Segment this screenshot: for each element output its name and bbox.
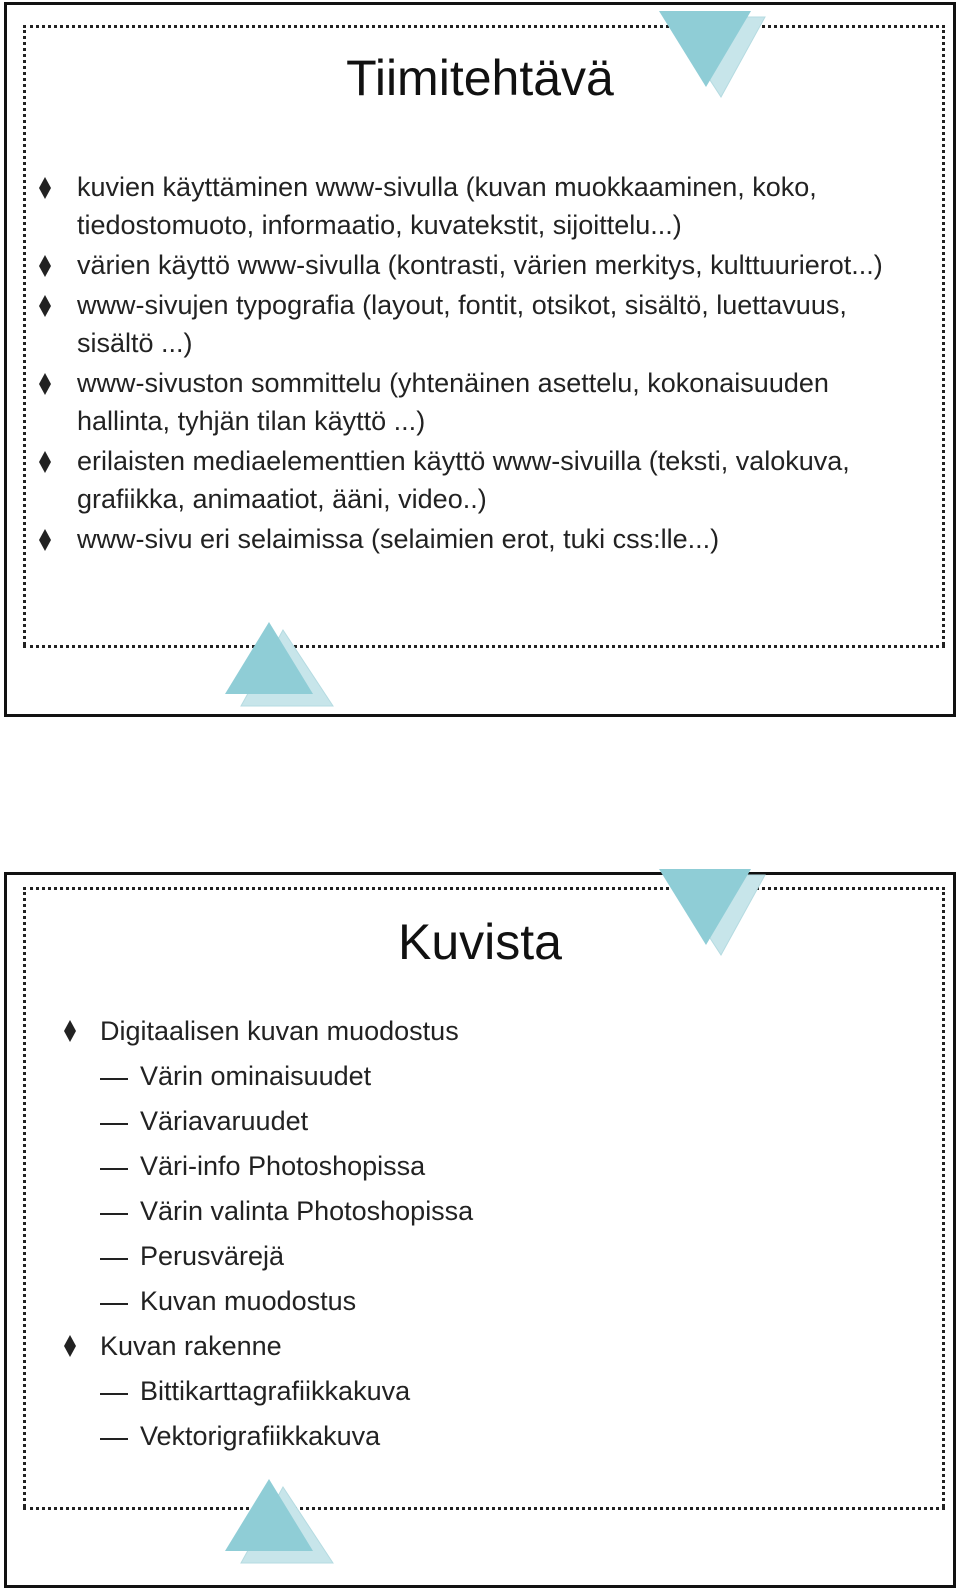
list-item (62, 1009, 862, 1324)
dotted-bottom-border (23, 1507, 945, 1510)
list-item-text: Digitaalisen kuvan muodostus (100, 1016, 459, 1046)
triangle-up-icon (225, 1479, 340, 1569)
diamond-bullet-icon (39, 373, 51, 395)
diamond-bullet-icon (39, 451, 51, 473)
list-item-text: erilaisten mediaelementtien käyttö www-sivuilla (teksti, valokuva, grafiikka, animaatiot, ääni, video..) (77, 446, 850, 514)
diamond-bullet-icon (64, 1020, 76, 1042)
diamond-bullet-icon (39, 295, 51, 317)
list-item (37, 364, 917, 440)
list-item (37, 442, 917, 518)
list-item-text: www-sivu eri selaimissa (selaimien erot, tuki css:lle...) (77, 524, 720, 554)
list-item (37, 168, 917, 244)
sub-list-item: Väriavaruudet (100, 1099, 862, 1144)
sub-list-item: Värin valinta Photoshopissa (100, 1189, 862, 1234)
slide-kuvista (4, 872, 956, 1588)
list-item (37, 520, 917, 558)
diamond-bullet-icon (39, 529, 51, 551)
sub-list-item: Värin ominaisuudet (100, 1054, 862, 1099)
sub-list (100, 1054, 862, 1324)
triangle-up-icon (225, 622, 340, 712)
list-item-text: kuvien käyttäminen www-sivulla (kuvan muokkaaminen, koko, tiedostomuoto, informaatio, kuvatekstit, sijoittelu...) (77, 172, 817, 240)
sub-list (100, 1369, 862, 1459)
sub-list-item: Bittikarttagrafiikkakuva (100, 1369, 862, 1414)
sub-list-item: Kuvan muodostus (100, 1279, 862, 1324)
list-item (37, 246, 917, 284)
slide-tiimitehtava (4, 2, 956, 717)
dotted-right-border (942, 887, 945, 1507)
sub-list-item: Väri-info Photoshopissa (100, 1144, 862, 1189)
slide-title: Tiimitehtävä (346, 50, 614, 106)
list-item-text: Kuvan rakenne (100, 1331, 282, 1361)
slide-title: Kuvista (398, 914, 562, 970)
diamond-bullet-icon (64, 1335, 76, 1357)
bullet-list (62, 1009, 862, 1459)
list-item-text: www-sivuston sommittelu (yhtenäinen asettelu, kokonaisuuden hallinta, tyhjän tilan käyttö ...) (77, 368, 829, 436)
list-item-text: www-sivujen typografia (layout, fontit, otsikot, sisältö, luettavuus, sisältö ...) (77, 290, 847, 358)
list-item-text: värien käyttö www-sivulla (kontrasti, värien merkitys, kulttuurierot...) (77, 250, 883, 280)
list-item (37, 286, 917, 362)
dotted-top-border (23, 887, 945, 890)
bullet-list (37, 168, 917, 560)
diamond-bullet-icon (39, 177, 51, 199)
sub-list-item: Vektorigrafiikkakuva (100, 1414, 862, 1459)
dotted-left-border (23, 25, 26, 645)
list-item (62, 1324, 862, 1459)
dotted-left-border (23, 887, 26, 1507)
dotted-right-border (942, 25, 945, 645)
dotted-top-border (23, 25, 945, 28)
diamond-bullet-icon (39, 255, 51, 277)
sub-list-item: Perusvärejä (100, 1234, 862, 1279)
dotted-bottom-border (23, 645, 945, 648)
